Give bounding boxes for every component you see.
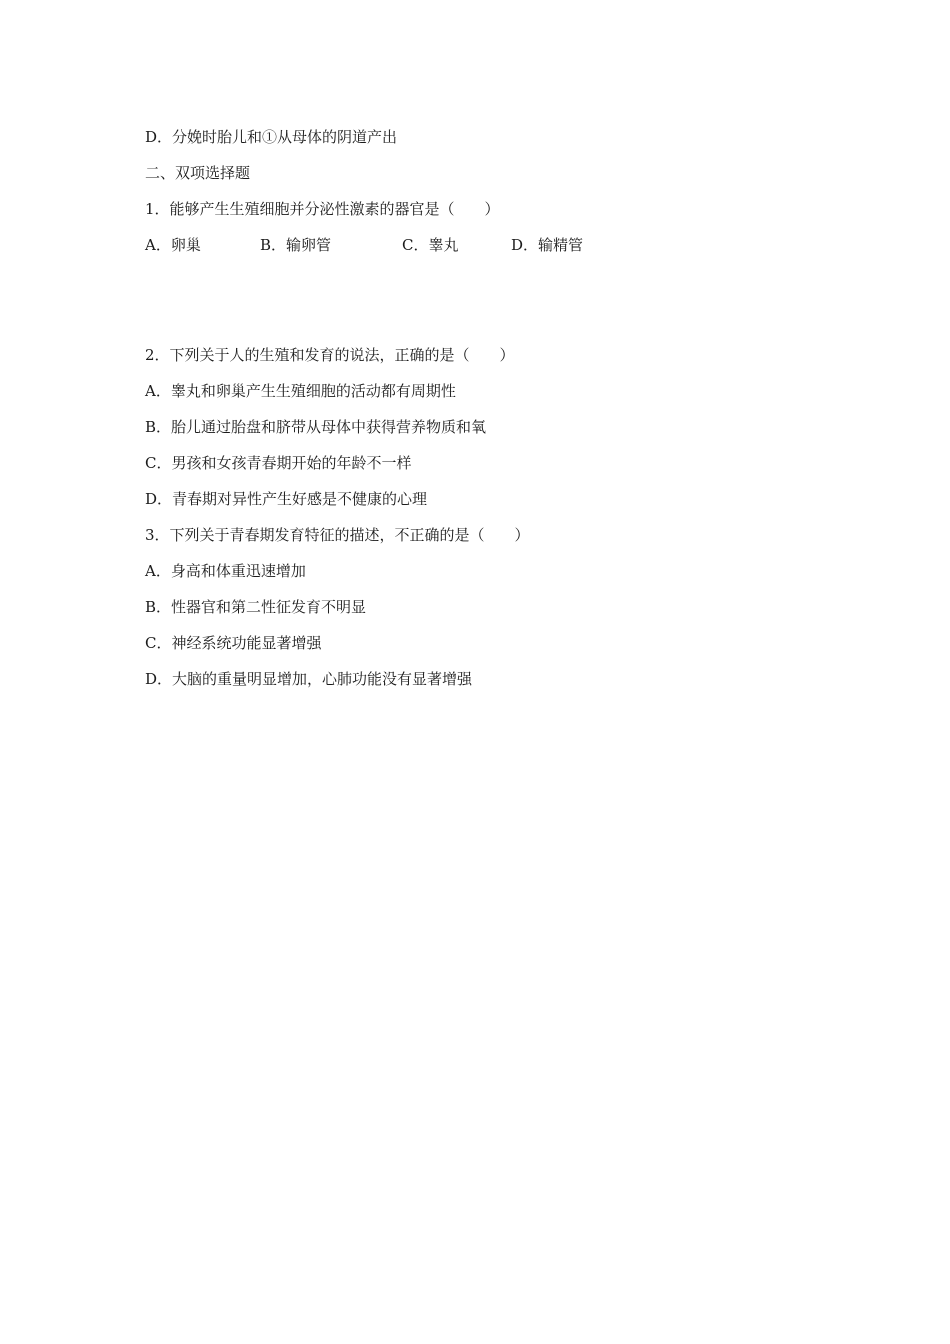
q3-stem: 3．下列关于青春期发育特征的描述，不正确的是（ ） bbox=[145, 526, 530, 544]
q1-stem: 1．能够产生生殖细胞并分泌性激素的器官是（ ） bbox=[145, 200, 500, 218]
prev-option-d: D．分娩时胎儿和①从母体的阴道产出 bbox=[145, 128, 398, 146]
q1-option-d: D．输精管 bbox=[511, 236, 584, 254]
section-title: 二、双项选择题 bbox=[145, 164, 251, 182]
q3-option-b: B．性器官和第二性征发育不明显 bbox=[145, 598, 367, 616]
q2-stem: 2．下列关于人的生殖和发育的说法，正确的是（ ） bbox=[145, 346, 515, 364]
q3-option-c: C．神经系统功能显著增强 bbox=[145, 634, 322, 652]
q1-option-c: C．睾丸 bbox=[402, 236, 459, 254]
q1-options bbox=[145, 235, 645, 255]
q3-option-d: D．大脑的重量明显增加，心肺功能没有显著增强 bbox=[145, 670, 473, 688]
q2-option-c: C．男孩和女孩青春期开始的年龄不一样 bbox=[145, 454, 412, 472]
q2-option-a: A．睾丸和卵巢产生生殖细胞的活动都有周期性 bbox=[145, 382, 456, 400]
q3-option-a: A．身高和体重迅速增加 bbox=[145, 562, 306, 580]
q2-option-b: B．胎儿通过胎盘和脐带从母体中获得营养物质和氧 bbox=[145, 418, 487, 436]
q1-option-a: A．卵巢 bbox=[145, 236, 201, 254]
q2-option-d: D．青春期对异性产生好感是不健康的心理 bbox=[145, 490, 428, 508]
q1-option-b: B．输卵管 bbox=[260, 236, 332, 254]
